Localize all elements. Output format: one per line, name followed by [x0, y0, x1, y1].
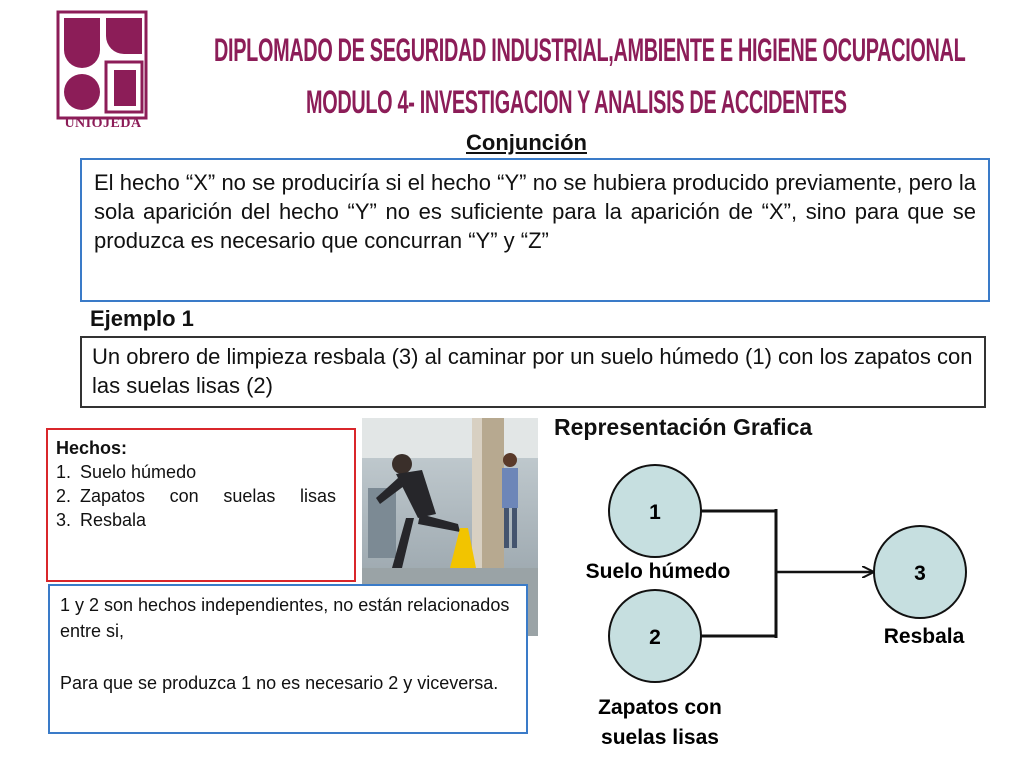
uniojeda-logo-icon — [56, 10, 148, 120]
logo-text: UNIOJEDA — [64, 116, 142, 131]
list-item — [56, 484, 346, 508]
note-spacer — [60, 644, 516, 670]
definition-box — [80, 158, 990, 302]
list-number: 2. — [56, 486, 72, 506]
note-line-2: Para que se produzca 1 no es necesario 2 y viceversa. — [60, 673, 499, 693]
example-label: Ejemplo 1 — [90, 306, 194, 331]
conjunction-graph — [550, 450, 1020, 768]
list-text — [80, 484, 336, 508]
example-box — [80, 336, 986, 408]
list-number: 1. — [56, 462, 72, 482]
list-number: 3. — [56, 510, 72, 530]
node-2-label: 2 — [649, 626, 661, 649]
node-3-label: 3 — [914, 562, 926, 585]
note-box — [48, 584, 528, 734]
facts-title: Hechos: — [56, 438, 128, 458]
node-2 — [609, 590, 701, 682]
graph-title: Representación Grafica — [554, 414, 813, 440]
node-1-caption: Suelo húmedo — [585, 560, 731, 583]
node-3 — [874, 526, 966, 618]
node-1 — [609, 465, 701, 557]
list-item — [56, 460, 346, 484]
node-2-caption-line1: Zapatos con — [598, 696, 722, 719]
list-text: Suelo húmedo — [80, 462, 197, 482]
list-item — [56, 508, 346, 532]
facts-list — [56, 460, 346, 532]
list-text-justified: Zapatos con suelas lisas — [80, 486, 336, 506]
facts-box — [46, 428, 356, 582]
header-subtitle: MODULO 4- INVESTIGACION Y ANALISIS DE ACCIDENTES — [306, 84, 847, 120]
example-text: Un obrero de limpieza resbala (3) al caminar por un suelo húmedo (1) con los zapatos con las suelas lisas (2) — [92, 344, 973, 398]
section-title: Conjunción — [466, 130, 587, 155]
note-line-1: 1 y 2 son hechos independientes, no están relacionados entre si, — [60, 595, 510, 641]
definition-text: El hecho “X” no se produciría si el hecho “Y” no se hubiera producido previamente, pero la sola aparición del hecho “Y” no es suficiente para la aparición de “X”, sino para que se produzca es necesario que concurran “Y” y “Z” — [94, 170, 976, 253]
list-text: Resbala — [80, 510, 147, 530]
node-3-caption: Resbala — [883, 625, 965, 648]
header-title: DIPLOMADO DE SEGURIDAD INDUSTRIAL,AMBIENTE E HIGIENE OCUPACIONAL — [214, 32, 966, 68]
node-2-caption-line2: suelas lisas — [601, 726, 719, 749]
node-1-label: 1 — [649, 501, 661, 524]
